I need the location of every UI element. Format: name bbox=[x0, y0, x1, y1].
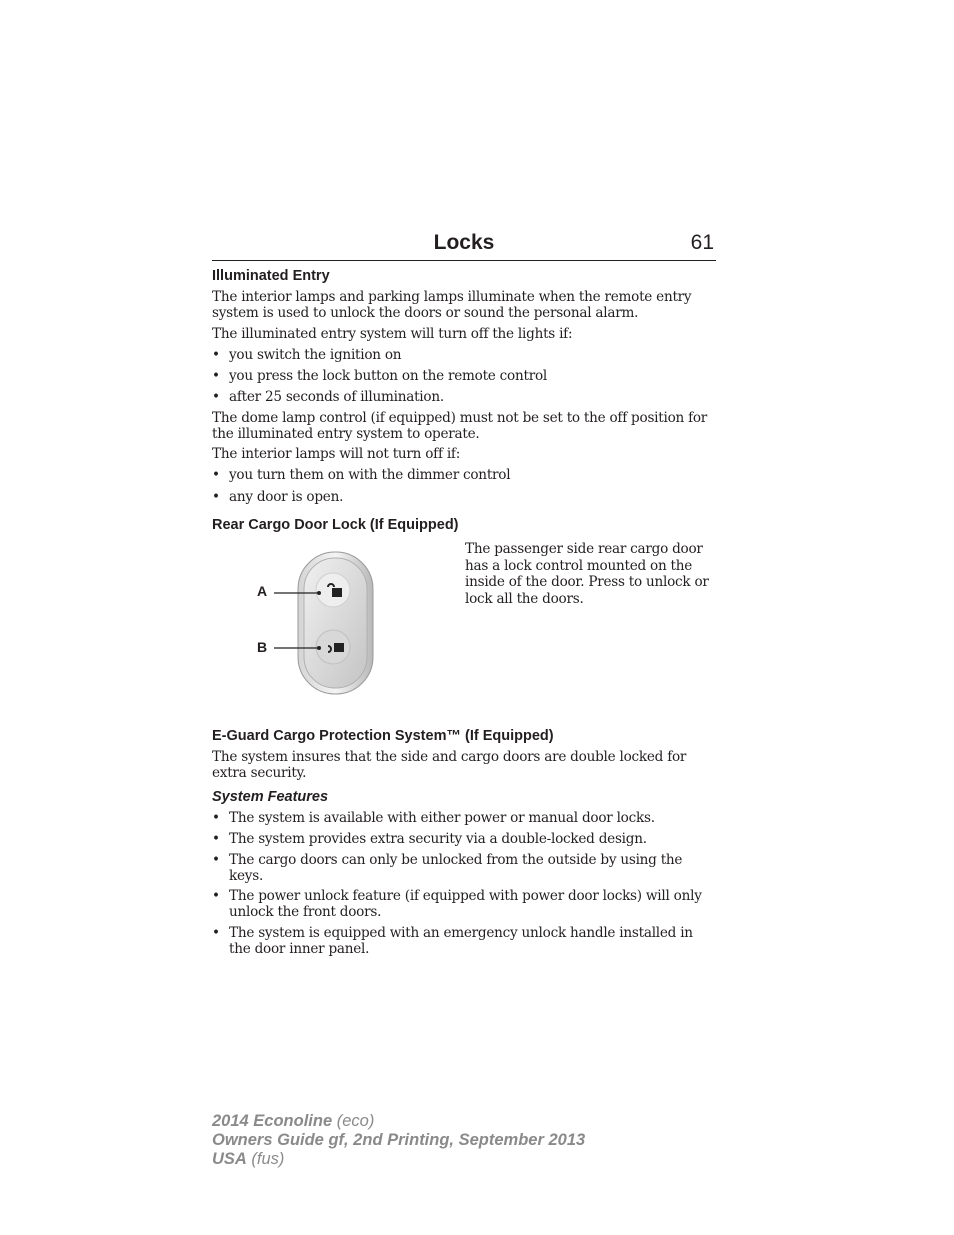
footer-line-3: USA (fus) bbox=[212, 1150, 285, 1168]
eguard-heading: E-Guard Cargo Protection System™ (If Equipped) bbox=[212, 728, 554, 744]
page-title: Locks bbox=[433, 231, 495, 254]
document-footer bbox=[212, 1112, 585, 1169]
list-item: • The cargo doors can only be unlocked from the outside by using the keys. bbox=[212, 852, 683, 884]
illuminated-entry-paragraph-4: The interior lamps will not turn off if: bbox=[212, 446, 461, 462]
rear-cargo-description: The passenger side rear cargo door has a lock control mounted on the inside of the door. Press to unlock or lock all the doors. bbox=[465, 541, 709, 607]
illuminated-entry-paragraph-2: The illuminated entry system will turn off the lights if: bbox=[212, 326, 573, 342]
list-item: • The system is equipped with an emergency unlock handle installed in the door inner panel. bbox=[212, 925, 693, 957]
lock-switch-drawing bbox=[248, 550, 378, 700]
door-lock-control-illustration bbox=[248, 550, 378, 700]
footer-line-2: Owners Guide gf, 2nd Printing, September 2013 bbox=[212, 1131, 586, 1149]
list-item: • you turn them on with the dimmer control bbox=[212, 467, 511, 483]
illuminated-entry-paragraph-3: The dome lamp control (if equipped) must not be set to the off position for the illuminated entry system to operate. bbox=[212, 410, 708, 442]
list-item: • The system is available with either power or manual door locks. bbox=[212, 810, 655, 826]
illuminated-entry-paragraph-1: The interior lamps and parking lamps illuminate when the remote entry system is used to unlock the doors or sound the personal alarm. bbox=[212, 289, 692, 321]
list-item: • you press the lock button on the remote control bbox=[212, 368, 547, 384]
list-item: • any door is open. bbox=[212, 489, 344, 505]
list-item: • you switch the ignition on bbox=[212, 347, 402, 363]
illuminated-entry-heading: Illuminated Entry bbox=[212, 268, 330, 284]
eguard-paragraph-1: The system insures that the side and cargo doors are double locked for extra security. bbox=[212, 749, 687, 781]
list-item: • The power unlock feature (if equipped with power door locks) will only unlock the front doors. bbox=[212, 888, 702, 920]
system-features-subheading: System Features bbox=[212, 789, 329, 805]
footer-line-1: 2014 Econoline (eco) bbox=[212, 1112, 375, 1130]
list-item: • after 25 seconds of illumination. bbox=[212, 389, 444, 405]
callout-label-a: A bbox=[257, 583, 268, 599]
callout-label-b: B bbox=[257, 639, 268, 655]
rear-cargo-heading: Rear Cargo Door Lock (If Equipped) bbox=[212, 517, 459, 533]
list-item: • The system provides extra security via a double-locked design. bbox=[212, 831, 647, 847]
page-number: 61 bbox=[690, 231, 714, 254]
page-header bbox=[212, 228, 716, 261]
